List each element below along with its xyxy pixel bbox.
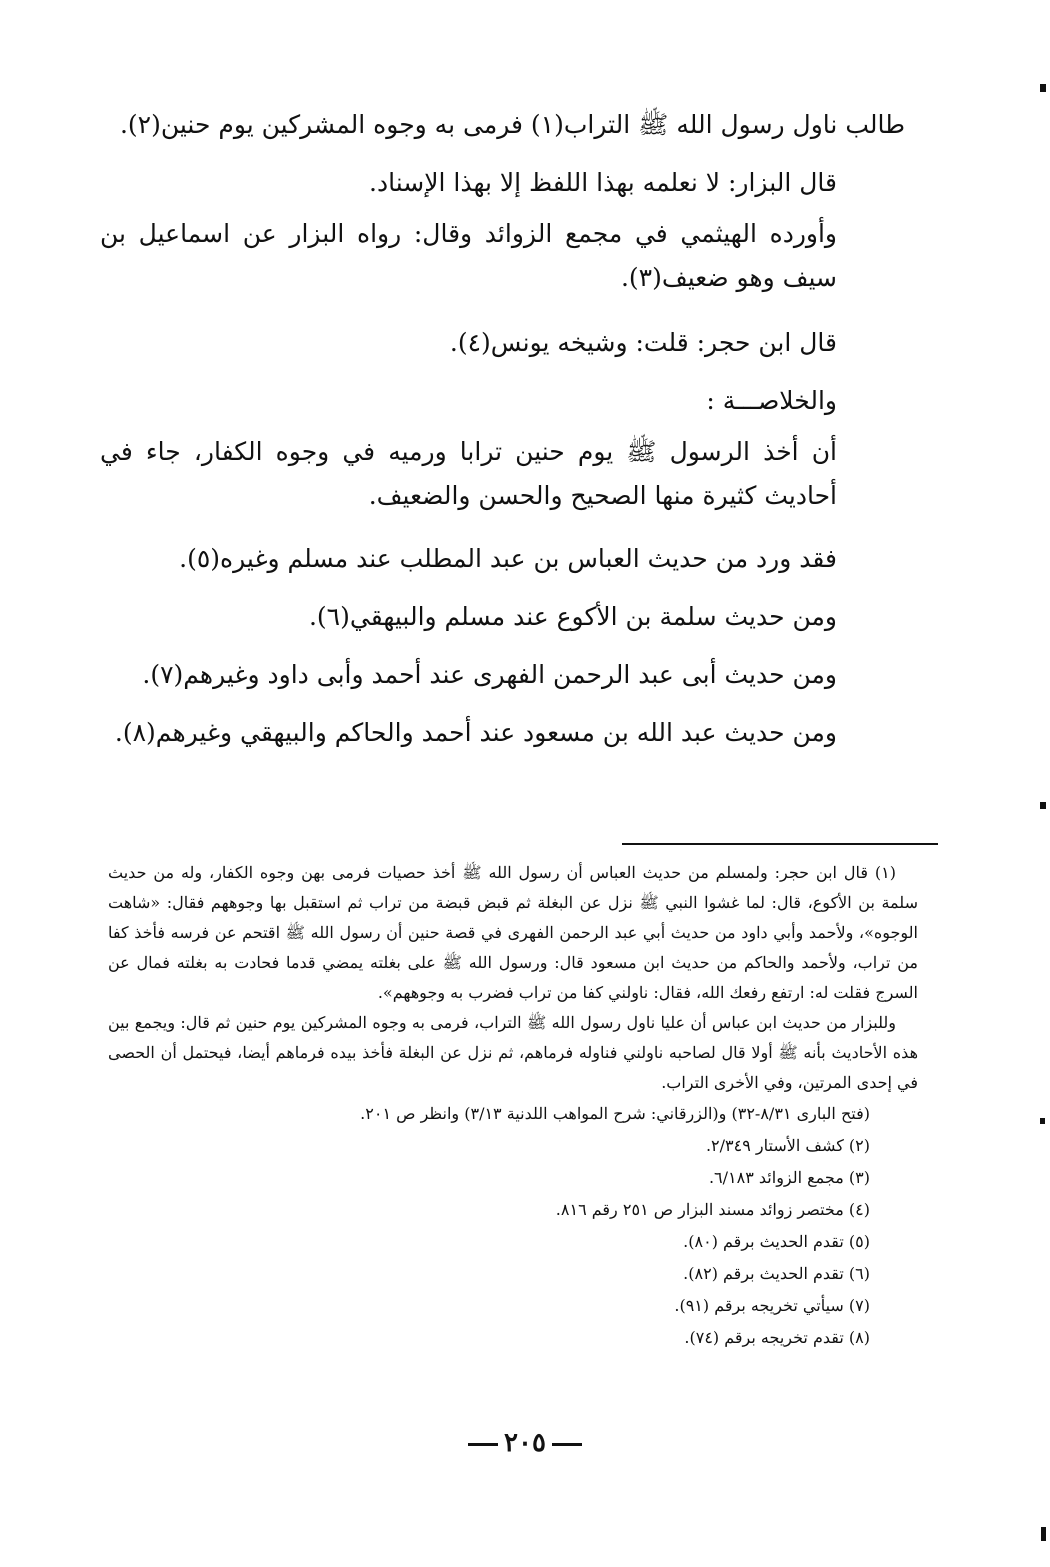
section-heading: والخلاصـــة :	[706, 386, 837, 415]
footnote-2: (٢) كشف الأستار ٢/٣٤٩.	[705, 1136, 870, 1155]
paragraph: فقد ورد من حديث العباس بن عبد المطلب عند مسلم وغيره(٥).	[179, 544, 837, 573]
paragraph: طالب ناول رسول الله ﷺ التراب(١) فرمى به وجوه المشركين يوم حنين(٢).	[119, 110, 905, 139]
paragraph: أن أخذ الرسول ﷺ يوم حنين ترابا ورميه في وجوه الكفار، جاء في أحاديث كثيرة منها الصحيح والحسن والضعيف.	[100, 437, 837, 510]
footnotes	[108, 858, 918, 1354]
paragraph: قال ابن حجر: قلت: وشيخه يونس(٤).	[449, 328, 837, 357]
scan-mark-lower	[1040, 1118, 1045, 1124]
paragraph: قال البزار: لا نعلمه بهذا اللفظ إلا بهذا الإسناد.	[369, 168, 837, 197]
page-number	[0, 1428, 1050, 1458]
paragraph: وأورده الهيثمي في مجمع الزوائد وقال: رواه البزار عن اسماعيل بن سيف وهو ضعيف(٣).	[100, 219, 837, 292]
footnote-separator	[622, 843, 938, 845]
page-number-value: ٢٠٥	[504, 1428, 546, 1458]
footnote-1-continued: وللبزار من حديث ابن عباس أن عليا ناول رسول الله ﷺ التراب، فرمى به وجوه المشركين يوم حنين ثم قال: ويجمع بين هذه الأحاديث بأنه ﷺ أولا قال لصاحبه ناولني فناوله فرماهم، ثم نزل عن البغلة فأخذ بيده فرماهم أيضا، فيحتمل أن الحصى في إحدى المرتين، وفي الأخرى التراب.	[108, 1013, 919, 1092]
footnote-7: (٧) سيأتي تخريجه برقم (٩١).	[674, 1296, 870, 1315]
footnote-8: (٨) تقدم تخريجه برقم (٧٤).	[684, 1328, 870, 1347]
scan-mark-bottom	[1041, 1527, 1046, 1541]
paragraph: ومن حديث أبى عبد الرحمن الفهرى عند أحمد وأبى داود وغيرهم(٧).	[142, 660, 837, 689]
footnote-4: (٤) مختصر زوائد مسند البزار ص ٢٥١ رقم ٨١٦.	[555, 1200, 870, 1219]
footnote-1: (١) قال ابن حجر: ولمسلم من حديث العباس أن رسول الله ﷺ أخذ حصيات فرمى بهن وجوه الكفار، وله من حديث سلمة بن الأكوع، قال: لما غشوا النبي ﷺ نزل عن البغلة ثم قبض قبضة من تراب ثم استقبل بها وجوههم فقال: «شاهت الوجوه»، ولأحمد وأبي داود من حديث أبي عبد الرحمن الفهرى في قصة حنين أن رسول الله ﷺ اقتحم عن فرسه فأخذ كفا من تراب، ولأحمد والحاكم من حديث ابن مسعود قال: ورسول الله ﷺ على بغلته يمضي قدما فحادت به بغلته فمال عن السرج فقلت له: ارتفع رفعك الله، فقال: ناولني كفا من تراب فضرب به وجوههم».	[108, 863, 919, 1002]
footnote-reference: (فتح البارى ٨/٣١-٣٢) و(الزرقاني: شرح المواهب اللدنية ٣/١٣) وانظر ص ٢٠١.	[360, 1104, 870, 1123]
main-text	[100, 96, 905, 762]
paragraph: ومن حديث عبد الله بن مسعود عند أحمد والحاكم والبيهقي وغيرهم(٨).	[114, 718, 837, 747]
footnote-3: (٣) مجمع الزوائد ٦/١٨٣.	[708, 1168, 870, 1187]
paragraph: ومن حديث سلمة بن الأكوع عند مسلم والبيهقي(٦).	[308, 602, 837, 631]
footnote-6: (٦) تقدم الحديث برقم (٨٢).	[683, 1264, 870, 1283]
scan-mark-top	[1040, 84, 1046, 92]
page-number-dash-right	[552, 1443, 582, 1446]
scan-mark-middle	[1040, 802, 1046, 809]
page-number-dash-left	[468, 1443, 498, 1446]
footnote-5: (٥) تقدم الحديث برقم (٨٠).	[683, 1232, 870, 1251]
